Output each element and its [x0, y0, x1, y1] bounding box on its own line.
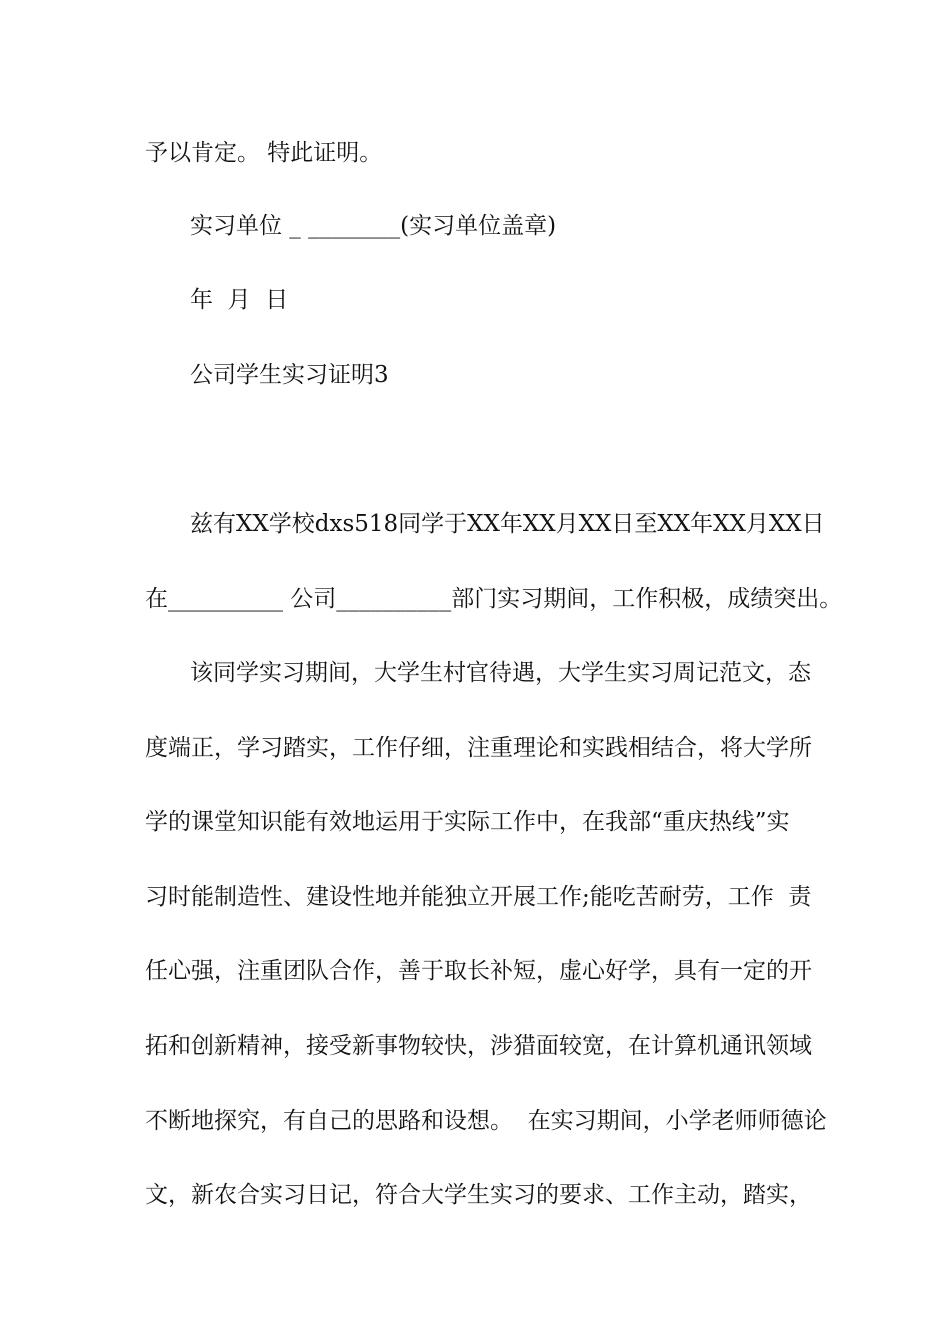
paragraph-line: 度端正，学习踏实，工作仔细，注重理论和实践相结合，将大学所 — [145, 735, 812, 761]
text-line-closing: 予以肯定。 特此证明。 — [145, 140, 383, 166]
paragraph-line: 该同学实习期间，大学生村官待遇，大学生实习周记范文，态 — [190, 660, 811, 686]
paragraph-line: 兹有XX学校dxs518同学于XX年XX月XX日至XX年XX月XX日 — [190, 511, 825, 537]
paragraph-line: 任心强，注重团队合作，善于取长补短，虚心好学，具有一定的开 — [145, 958, 812, 984]
paragraph-line: 拓和创新精神，接受新事物较快，涉猎面较宽，在计算机通讯领域 — [145, 1033, 812, 1059]
section-heading: 公司学生实习证明3 — [190, 362, 389, 388]
paragraph-line: 在__________ 公司__________部门实习期间，工作积极，成绩突出。 — [145, 586, 843, 612]
paragraph-line: 习时能制造性、建设性地并能独立开展工作;能吃苦耐劳，工作 责 — [145, 884, 812, 910]
text-line-date: 年 月 日 — [190, 287, 289, 313]
text-line-internship-unit: 实习单位 _ ________(实习单位盖章) — [190, 213, 557, 239]
paragraph-line: 不断地探究，有自己的思路和设想。 在实习期间，小学老师师德论 — [145, 1108, 827, 1134]
paragraph-line: 学的课堂知识能有效地运用于实际工作中，在我部“重庆热线”实 — [145, 809, 790, 835]
paragraph-line: 文，新农合实习日记，符合大学生实习的要求、工作主动，踏实， — [145, 1182, 812, 1208]
